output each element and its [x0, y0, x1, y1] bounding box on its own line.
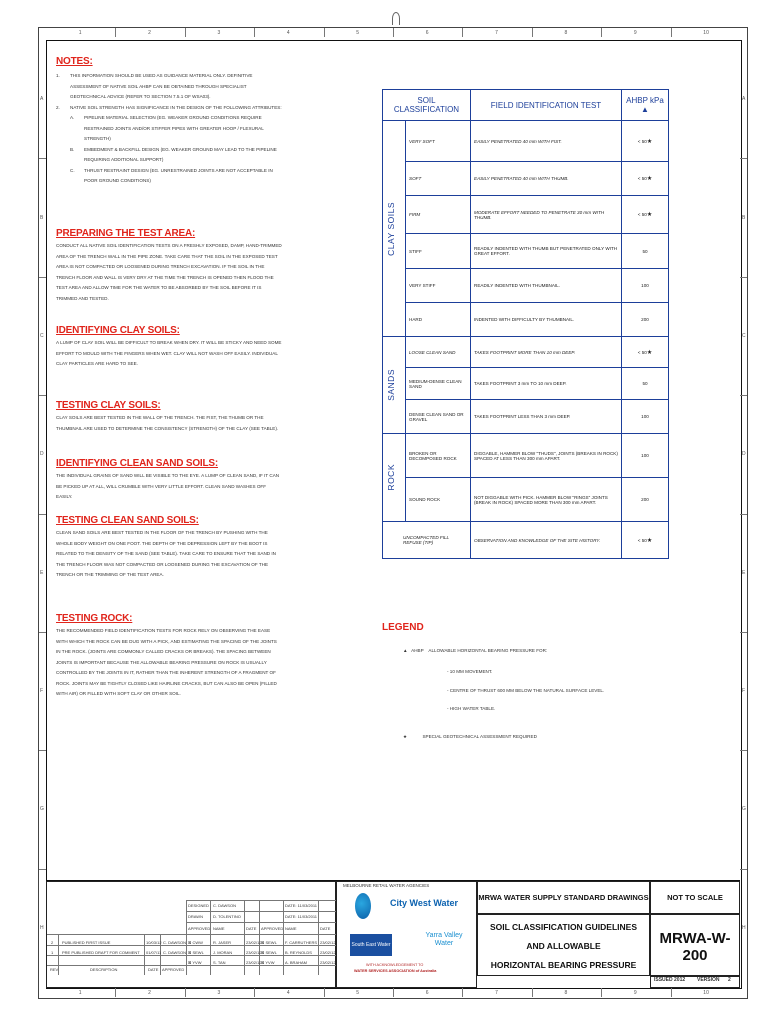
table-row [383, 337, 669, 368]
cell-field-test: READILY INDENTED WITH THUMB BUT PENETRATED ONLY WITH GREAT EFFORT. [471, 234, 622, 269]
grid-tick [601, 28, 602, 37]
rev-a1: ⊠ CWW [188, 940, 203, 945]
col-header-field-test: FIELD IDENTIFICATION TEST [471, 90, 622, 121]
rev-a2n: B. REYNOLDS [285, 950, 312, 955]
agency-name: MELBOURNE RETAIL WATER AGENCIES [343, 883, 430, 888]
cell-ahbp: < 50★ [622, 522, 669, 559]
cell-ahbp: 50 [622, 234, 669, 269]
cell-ahbp: < 50★ [622, 196, 669, 234]
date-col-label: DATE [148, 967, 159, 972]
grid-col-label: 4 [286, 30, 290, 36]
grid-row-label: G [742, 806, 746, 813]
cell-classification: BROKEN OR DECOMPOSED ROCK [406, 434, 471, 478]
cell-field-test: DIGGABLE, HAMMER BLOW "THUDS", JOINTS (BREAKS IN ROCK) SPACED AT LESS THAN 300 mm APART. [471, 434, 622, 478]
section-preparing [56, 228, 282, 304]
grid-tick [740, 277, 747, 278]
grid-row-label: H [742, 924, 746, 931]
rev-a1: ⊠ SEWL [188, 950, 204, 955]
date-label-2: DATE [320, 926, 331, 931]
group-label-cell [383, 337, 406, 434]
grid-tick [39, 277, 46, 278]
rev-col-label: REV [50, 967, 59, 972]
section-text: A LUMP OF CLAY SOIL WILL BE DIFFICULT TO BREAK WHEN DRY. IT WILL BE STICKY AND NEED SOME EFFORT TO MOULD WITH THE FINGERS WHEN WET. CLAY WILL NOT WASH OFF EASILY. INDIVIDUAL CLAY PARTICLES ARE HARD TO SEE. [56, 340, 282, 366]
rev-rev: 2 [51, 940, 54, 945]
grid-tick [740, 632, 747, 633]
cell-classification: HARD [406, 303, 471, 337]
legend-block [382, 622, 682, 633]
cell-field-test: READILY INDENTED WITH THUMBNAIL. [471, 269, 622, 303]
grid-tick [671, 28, 672, 37]
wsaa-name: WATER SERVICES ASSOCIATION of Australia [354, 969, 437, 973]
cell-classification: SOFT [406, 162, 471, 196]
cell-classification: STIFF [406, 234, 471, 269]
grid-row-label: A [40, 96, 44, 103]
cell-field-test: TAKES FOOTPRINT LESS THAN 3 mm DEEP. [471, 400, 622, 434]
rev-a2d: 23/02/12 [320, 960, 336, 965]
legend-star-row: ★ SPECIAL GEOTECHNICAL ASSESSMENT REQUIRED [403, 734, 537, 739]
col-header-ahbp: AHBP kPa ▲ [622, 90, 669, 121]
cell-classification: LOOSE CLEAN SAND [406, 337, 471, 368]
grid-tick [532, 988, 533, 997]
section-identify-sand [56, 458, 282, 503]
rev-a2: ⊠ SEWL [261, 940, 277, 945]
table-row [383, 234, 669, 269]
section-text: CLEAN SAND SOILS ARE BEST TESTED IN THE FLOOR OF THE TRENCH BY PUSHING WITH THE WHOLE BODY WEIGHT ON ONE FOOT. THE DEPTH OF THE DEPRESSION LEFT BY THE BOOT IS RELATED TO THE DENSITY OF THE SAND (SEE TABLE). TAKE CARE TO ENSURE THAT THE SAND IN THE TRENCH FLOOR WAS NOT COMPACTED OR LOOSENED DURING THE EXCAVATION OF THE TRENCH OR THE TRIMMING OF THE TEST AREA. [56, 530, 276, 577]
table-row [383, 121, 669, 162]
grid-tick [740, 514, 747, 515]
grid-tick [740, 158, 747, 159]
grid-tick [671, 988, 672, 997]
drawn-date: DATE: 11/03/2011 [285, 914, 318, 919]
grid-tick [740, 869, 747, 870]
grid-col-label: 5 [356, 990, 360, 996]
grid-col-label: 3 [217, 30, 221, 36]
cell-classification: UNCOMPACTED FILL REFUSE (TIP) [383, 522, 471, 559]
punch-notch [392, 12, 400, 25]
grid-row-label: F [40, 688, 44, 695]
grid-tick [39, 395, 46, 396]
grid-col-label: 10 [703, 990, 709, 996]
wsaa-ack: WITH ACKNOWLEDGEMENT TO [366, 963, 424, 967]
note-subitem: B. EMBEDMENT & BACKFILL DESIGN (EG. WEAKER GROUND MAY LEAD TO THE PIPELINE REQUIRING ADDITIONAL SUPPORT) [70, 146, 277, 162]
star-icon: ★ [646, 349, 653, 356]
cell-ahbp: < 50★ [622, 162, 669, 196]
section-testing-sand [56, 515, 282, 581]
cell-ahbp: < 50★ [622, 337, 669, 368]
rev-a2n: A. BRAHAM [285, 960, 308, 965]
section-text: CLAY SOILS ARE BEST TESTED IN THE WALL OF THE TRENCH. THE FIST, THE THUMB OR THE THUMBNAIL ARE USED TO DETERMINE THE CONSISTENCY (STRENGTH) OF THE CLAY (SEE TABLE). [56, 415, 279, 431]
grid-tick [740, 395, 747, 396]
date-label: DATE [246, 926, 257, 931]
rev-col-line [244, 900, 245, 975]
cell-classification: MEDIUM-DENSE CLEAN SAND [406, 368, 471, 400]
group-label: CLAY SOILS [386, 201, 396, 256]
cell-classification: VERY STIFF [406, 269, 471, 303]
cell-ahbp: < 50★ [622, 121, 669, 162]
cell-field-test: INDENTED WITH DIFFICULTY BY THUMBNAIL. [471, 303, 622, 337]
rev-line [47, 965, 336, 966]
grid-col-label: 10 [703, 30, 709, 36]
grid-tick [462, 28, 463, 37]
rev-a1n: R. JASER [213, 940, 232, 945]
approved-label: APPROVED [188, 926, 211, 931]
approved-col-label: APPROVED [162, 967, 185, 972]
cell-ahbp: 50 [622, 368, 669, 400]
rev-a2: ⊠ YVW [261, 960, 275, 965]
grid-tick [254, 28, 255, 37]
city-west-water-text: City West Water [390, 898, 459, 908]
grid-tick [39, 869, 46, 870]
group-label-cell [383, 434, 406, 522]
notes-title: NOTES: [56, 56, 93, 67]
issued-year: ISSUED 2012 [654, 977, 686, 983]
grid-col-label: 9 [633, 990, 637, 996]
section-text: THE RECOMMENDED FIELD IDENTIFICATION TESTS FOR ROCK RELY ON OBSERVING THE EASE WITH WHICH THE ROCK CAN BE DUG WITH A PICK, AND ESTIMATING THE SPACING OF THE JOINTS IN THE ROCK. (JOINTS ARE COMMONLY CALLED CRACKS OR BREAKS). THE SPACING BETWEEN JOINTS IS IMPORTANT BECAUSE THE ALLOWABLE BEARING PRESSURE ON ROCK IS USUALLY CONTROLLED BY THE JOINTS IN IT, RATHER THAN THE INHERENT STRENGTH OF A FRAGMENT OF ROCK. JOINTS MAY BE TIGHTLY CLOSED LIKE HAIRLINE CRACKS, BUT CAN ALSO BE OPEN (FILLED WITH AIR) OR FILLED WITH SOFT CLAY OR OTHER SOIL. [56, 628, 277, 696]
section-identify-clay [56, 325, 282, 370]
star-icon: ★ [646, 176, 653, 182]
grid-row-label: B [40, 214, 44, 221]
grid-col-label: 8 [564, 30, 568, 36]
section-testing-clay [56, 400, 282, 434]
note-subitem: A. PIPELINE MATERIAL SELECTION (EG. WEAKER GROUND CONDITIONS REQUIRE RESTRAINED JOINTS AND/OR STIFFER PIPES WITH GREATER HOOP / FLEXURAL STRENGTH) [70, 115, 264, 141]
grid-tick [39, 750, 46, 751]
section-text: CONDUCT ALL NATIVE SOIL IDENTIFICATION TESTS ON A FRESHLY EXPOSED, DAMP, HAND-TRIMMED AREA OF THE TRENCH WALL IN THE PIPE ZONE. TAKE CARE THAT THE SOIL IN THE EXPOSED TEST AREA IS NOT COMPACTED OR LOOSENED DURING TRENCH EXCAVATION. IF THE SOIL IN THE TRENCH FLOOR AND WALL IS VERY DRY AT THE TIME THE TRENCH IS OPENED THEN FLOOD THE TEST AREA AND ALLOW TIME FOR THE WATER TO BE ABSORBED BY THE SOIL BEFORE IT IS TRIMMED AND TESTED. [56, 243, 282, 301]
rev-a2d: 23/02/12 [320, 950, 336, 955]
section-title: TESTING CLAY SOILS: [56, 400, 161, 411]
rev-line [186, 911, 336, 912]
table-row [383, 303, 669, 337]
soil-classification-table [382, 89, 669, 559]
note-subitem: C. THRUST RESTRAINT DESIGN (EG. UNRESTRAINED JOINTS ARE NOT ACCEPTABLE IN POOR GROUND CONDITIONS) [70, 167, 273, 183]
table-row [383, 269, 669, 303]
col-header-classification: SOIL CLASSIFICATION [383, 90, 471, 121]
name-label: NAME [213, 926, 225, 931]
cell-field-test: EASILY PENETRATED 40 mm WITH FIST. [471, 121, 622, 162]
rev-date: 01/07/11 [146, 950, 162, 955]
grid-col-label: 8 [564, 990, 568, 996]
grid-row-label: C [742, 332, 746, 339]
grid-row-label: D [742, 451, 746, 458]
desc-col-label: DESCRIPTION [90, 967, 118, 972]
drawn-label: DRAWN [188, 914, 203, 919]
grid-row-label: E [40, 569, 44, 576]
grid-row-label: A [742, 96, 746, 103]
grid-tick [39, 514, 46, 515]
grid-col-label: 7 [495, 30, 498, 36]
cell-ahbp: 100 [622, 269, 669, 303]
legend-item: - CENTRE OF THRUST 600 MM BELOW THE NATURAL SURFACE LEVEL. [447, 688, 605, 693]
grid-tick [324, 988, 325, 997]
note-item: 2. NATIVE SOIL STRENGTH HAS SIGNIFICANCE IN THE DESIGN OF THE FOLLOWING ATTRIBUTES: [56, 104, 282, 110]
designed-label: DESIGNED [188, 903, 209, 908]
rev-a1d: 23/02/12 [246, 960, 262, 965]
table-row [383, 368, 669, 400]
grid-col-label: 1 [78, 30, 82, 36]
grid-col-label: 4 [286, 990, 290, 996]
approved-label-2: APPROVED [261, 926, 284, 931]
cell-field-test: MODERATE EFFORT NEEDED TO PENETRATE 30 mm WITH THUMB. [471, 196, 622, 234]
legend-item: - 10 MM MOVEMENT. [447, 669, 493, 674]
cell-ahbp: 100 [622, 400, 669, 434]
grid-tick [601, 988, 602, 997]
drawing-title-3: HORIZONTAL BEARING PRESSURE [490, 960, 637, 970]
group-label: SANDS [386, 369, 396, 401]
cell-ahbp: 100 [622, 434, 669, 478]
name-label-2: NAME [285, 926, 297, 931]
grid-tick [39, 632, 46, 633]
yarra-valley-water-logo: Yarra Valley Water [425, 932, 463, 947]
cell-classification: VERY SOFT [406, 121, 471, 162]
rev-desc: PUBLISHED FIRST ISSUE [62, 940, 111, 945]
table-row [383, 162, 669, 196]
section-title: IDENTIFYING CLEAN SAND SOILS: [56, 458, 218, 469]
south-east-water-logo: South East Water [350, 934, 392, 956]
rev-a2n: F. CARRUTHERS [285, 940, 318, 945]
city-west-water-logo [355, 893, 371, 919]
grid-col-label: 1 [78, 990, 82, 996]
rev-desc: PRE PUBLISHED DRAFT FOR COMMENT [62, 950, 140, 955]
grid-row-label: E [742, 569, 746, 576]
rev-a1: ⊠ YVW [188, 960, 202, 965]
designed-name: C. DAWSON [213, 903, 236, 908]
rev-line [47, 945, 336, 946]
grid-tick [462, 988, 463, 997]
section-title: PREPARING THE TEST AREA: [56, 228, 196, 239]
grid-row-label: C [40, 332, 44, 339]
rev-col-line [210, 900, 211, 975]
grid-col-label: 2 [148, 990, 151, 996]
table-header-row [383, 90, 669, 121]
table-row [383, 478, 669, 522]
section-title: TESTING ROCK: [56, 613, 133, 624]
cell-field-test: EASILY PENETRATED 40 mm WITH THUMB. [471, 162, 622, 196]
group-label: ROCK [386, 464, 396, 491]
rev-line [186, 900, 336, 901]
legend-item: - HIGH WATER TABLE. [447, 706, 496, 711]
grid-col-label: 6 [425, 30, 429, 36]
section-text: THE INDIVIDUAL GRAINS OF SAND WILL BE VISIBLE TO THE EYE. A LUMP OF CLEAN SAND, IF IT CAN BE PICKED UP AT ALL, WILL CRUMBLE WITH VERY LITTLE EFFORT. CLEAN SAND WASHES OFF EASILY. [56, 473, 280, 499]
rev-col-line [186, 900, 187, 975]
section-testing-rock [56, 613, 282, 700]
table-row [383, 400, 669, 434]
cell-classification: FIRM [406, 196, 471, 234]
rev-a2: ⊠ SEWL [261, 950, 277, 955]
grid-col-label: 9 [633, 30, 637, 36]
rev-rev: 1 [51, 950, 54, 955]
notes-block [56, 56, 282, 187]
grid-tick [393, 28, 394, 37]
cell-ahbp: 200 [622, 478, 669, 522]
rev-a1d: 23/02/12 [246, 940, 262, 945]
version-number: 2 [728, 977, 731, 983]
grid-row-label: F [742, 688, 746, 695]
grid-tick [185, 988, 186, 997]
rev-by: C. DAWSON [163, 940, 186, 945]
legend-ahbp-row: ▲ AHBP ALLOWABLE HORIZONTAL BEARING PRESSURE FOR: [403, 648, 548, 653]
grid-tick [185, 28, 186, 37]
rev-a1d: 23/02/12 [246, 950, 262, 955]
cell-field-test: NOT DIGGABLE WITH PICK. HAMMER BLOW "RINGS" JOINTS (BREAK IN ROCK) SPACED MORE THAN 300 mm APART. [471, 478, 622, 522]
grid-tick [324, 28, 325, 37]
rev-line [186, 922, 336, 923]
star-icon: ★ [646, 537, 653, 544]
cell-classification: DENSE CLEAN SAND OR GRAVEL [406, 400, 471, 434]
rev-line [47, 955, 336, 956]
grid-row-label: B [742, 214, 746, 221]
cell-field-test: TAKES FOOTPRINT MORE THAN 10 mm DEEP. [471, 337, 622, 368]
cell-field-test: OBSERVATION AND KNOWLEDGE OF THE SITE HISTORY. [471, 522, 622, 559]
grid-tick [115, 28, 116, 37]
table-row [383, 196, 669, 234]
series-title: MRWA WATER SUPPLY STANDARD DRAWINGS [478, 893, 649, 902]
rev-date: 10/03/12 [146, 940, 162, 945]
section-title: IDENTIFYING CLAY SOILS: [56, 325, 180, 336]
note-item: 1. THIS INFORMATION SHOULD BE USED AS GUIDANCE MATERIAL ONLY. DEFINITIVE ASSESSMENT OF NATIVE SOIL AHBP CAN BE OBTAINED THROUGH SPECIALIST GEOTECHNICAL ADVICE (REFER TO SECTION 7.5.1 OF WSA03). [56, 73, 253, 99]
drawing-title-1: SOIL CLASSIFICATION GUIDELINES [489, 922, 638, 932]
grid-tick [740, 750, 747, 751]
grid-tick [532, 28, 533, 37]
grid-col-label: 5 [356, 30, 360, 36]
rev-col-line [318, 900, 319, 975]
grid-tick [115, 988, 116, 997]
grid-row-label: H [40, 924, 44, 931]
drawing-number: MRWA-W-200 [659, 930, 731, 964]
table-row [383, 434, 669, 478]
star-icon: ★ [646, 138, 653, 145]
grid-tick [254, 988, 255, 997]
rev-line [47, 934, 336, 935]
grid-row-label: G [40, 806, 44, 813]
drawn-name: D. TOLENTINO [213, 914, 241, 919]
rev-col-line [144, 934, 145, 975]
cell-classification: SOUND ROCK [406, 478, 471, 522]
group-label-cell [383, 121, 406, 337]
grid-col-label: 7 [495, 990, 498, 996]
section-title: TESTING CLEAN SAND SOILS: [56, 515, 199, 526]
rev-a2d: 23/02/12 [320, 940, 336, 945]
legend-title: LEGEND [382, 622, 424, 633]
grid-row-label: D [40, 451, 44, 458]
rev-a1n: J. MORAN [213, 950, 233, 955]
cell-ahbp: 200 [622, 303, 669, 337]
rev-by: C. DAWSON [163, 950, 186, 955]
scale-note: NOT TO SCALE [667, 893, 723, 902]
star-icon: ★ [646, 212, 653, 218]
designed-date: DATE: 11/03/2011 [285, 903, 318, 908]
grid-col-label: 3 [217, 990, 221, 996]
cell-field-test: TAKES FOOTPRINT 3 mm TO 10 mm DEEP. [471, 368, 622, 400]
grid-col-label: 2 [148, 30, 151, 36]
grid-col-label: 6 [425, 990, 429, 996]
grid-tick [393, 988, 394, 997]
drawing-title-2: AND ALLOWABLE [526, 941, 601, 951]
version-label: VERSION [697, 977, 720, 983]
rev-col-line [283, 900, 284, 975]
grid-tick [39, 158, 46, 159]
rev-a1n: S. TAN [213, 960, 226, 965]
table-row [383, 522, 669, 559]
